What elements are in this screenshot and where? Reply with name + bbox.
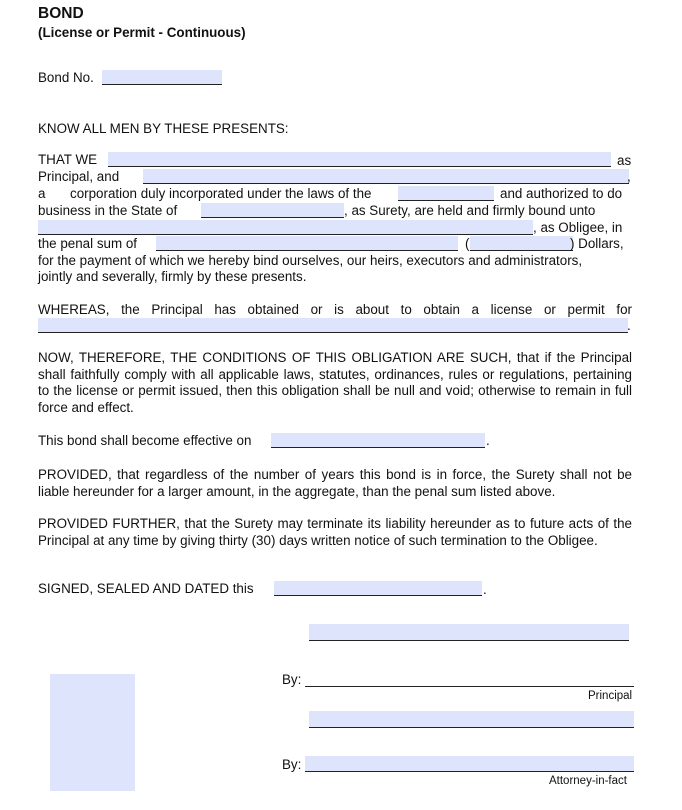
payment-text: for the payment of which we hereby bind ourselves, our heirs, executors and administrators,: [38, 253, 583, 268]
signed-period: .: [483, 582, 487, 597]
principal-and-label: Principal, and: [38, 169, 120, 184]
penal-sum-label: the penal sum of: [38, 236, 138, 251]
effective-period: .: [486, 433, 490, 448]
bond-no-field[interactable]: [102, 70, 222, 85]
open-paren: (: [465, 236, 470, 251]
document-subtitle: (License or Permit - Continuous): [38, 25, 246, 40]
obligee-field[interactable]: [38, 220, 533, 235]
know-all-men-text: KNOW ALL MEN BY THESE PRESENTS:: [38, 121, 289, 136]
penal-sum-words-field[interactable]: [156, 236, 458, 251]
authorized-text: and authorized to do: [500, 186, 623, 201]
principal-name-signature-field[interactable]: [309, 624, 629, 641]
conditions-paragraph: NOW, THEREFORE, THE CONDITIONS OF THIS OBLIGATION ARE SUCH, that if the Principal shall faithfully comply with all applicable laws, statutes, ordinances, rules or regulations, pertaining to the license or permit issued, then this obligation shall be null and void; otherwise to remain in full force and effect.: [38, 350, 632, 415]
by-label-principal: By:: [282, 672, 302, 687]
license-type-field[interactable]: [38, 318, 628, 333]
principal-label: Principal: [588, 690, 633, 702]
effective-date-field[interactable]: [271, 433, 485, 448]
comma-mark: ,: [627, 169, 631, 184]
that-we-label: THAT WE: [38, 152, 98, 167]
business-state-label: business in the State of: [38, 203, 178, 218]
penal-sum-amount-field[interactable]: [470, 236, 573, 251]
provided-paragraph: PROVIDED, that regardless of the number of years this bond is in force, the Surety shall not be liable hereunder for a larger amount, in the aggregate, than the penal sum listed above.: [38, 467, 632, 499]
surety-name-field[interactable]: [143, 169, 629, 184]
seal-box: [50, 674, 135, 791]
by-label-attorney: By:: [282, 757, 302, 772]
as-label: as: [617, 153, 632, 168]
bond-no-label: Bond No.: [38, 70, 94, 85]
effective-label: This bond shall become effective on: [38, 433, 252, 448]
whereas-text: WHEREAS, the Principal has obtained or is about to obtain a license or permit for: [38, 302, 632, 317]
attorney-name-field[interactable]: [309, 711, 634, 728]
principal-signature-line[interactable]: [305, 686, 634, 687]
whereas-period: .: [627, 318, 631, 333]
business-state-field[interactable]: [201, 203, 344, 218]
signed-date-field[interactable]: [274, 581, 482, 596]
incorporation-state-field[interactable]: [398, 186, 494, 201]
provided-further-paragraph: PROVIDED FURTHER, that the Surety may terminate its liability hereunder as to future acts of the Principal at any time by giving thirty (30) days written notice of such termination to the Obligee.: [38, 516, 632, 548]
principal-name-field[interactable]: [108, 152, 611, 167]
document-title: BOND: [38, 5, 84, 22]
signed-label: SIGNED, SEALED AND DATED this: [38, 581, 254, 596]
as-surety-text: , as Surety, are held and firmly bound unto: [344, 203, 596, 218]
as-obligee-text: , as Obligee, in: [533, 220, 623, 235]
corporation-text: corporation duly incorporated under the laws of the: [70, 186, 372, 201]
jointly-text: jointly and severally, firmly by these presents.: [38, 269, 307, 284]
attorney-signature-field[interactable]: [305, 756, 634, 772]
attorney-in-fact-label: Attorney-in-fact: [549, 775, 627, 787]
dollars-text: ) Dollars,: [570, 236, 624, 251]
article-a: a: [38, 186, 46, 201]
